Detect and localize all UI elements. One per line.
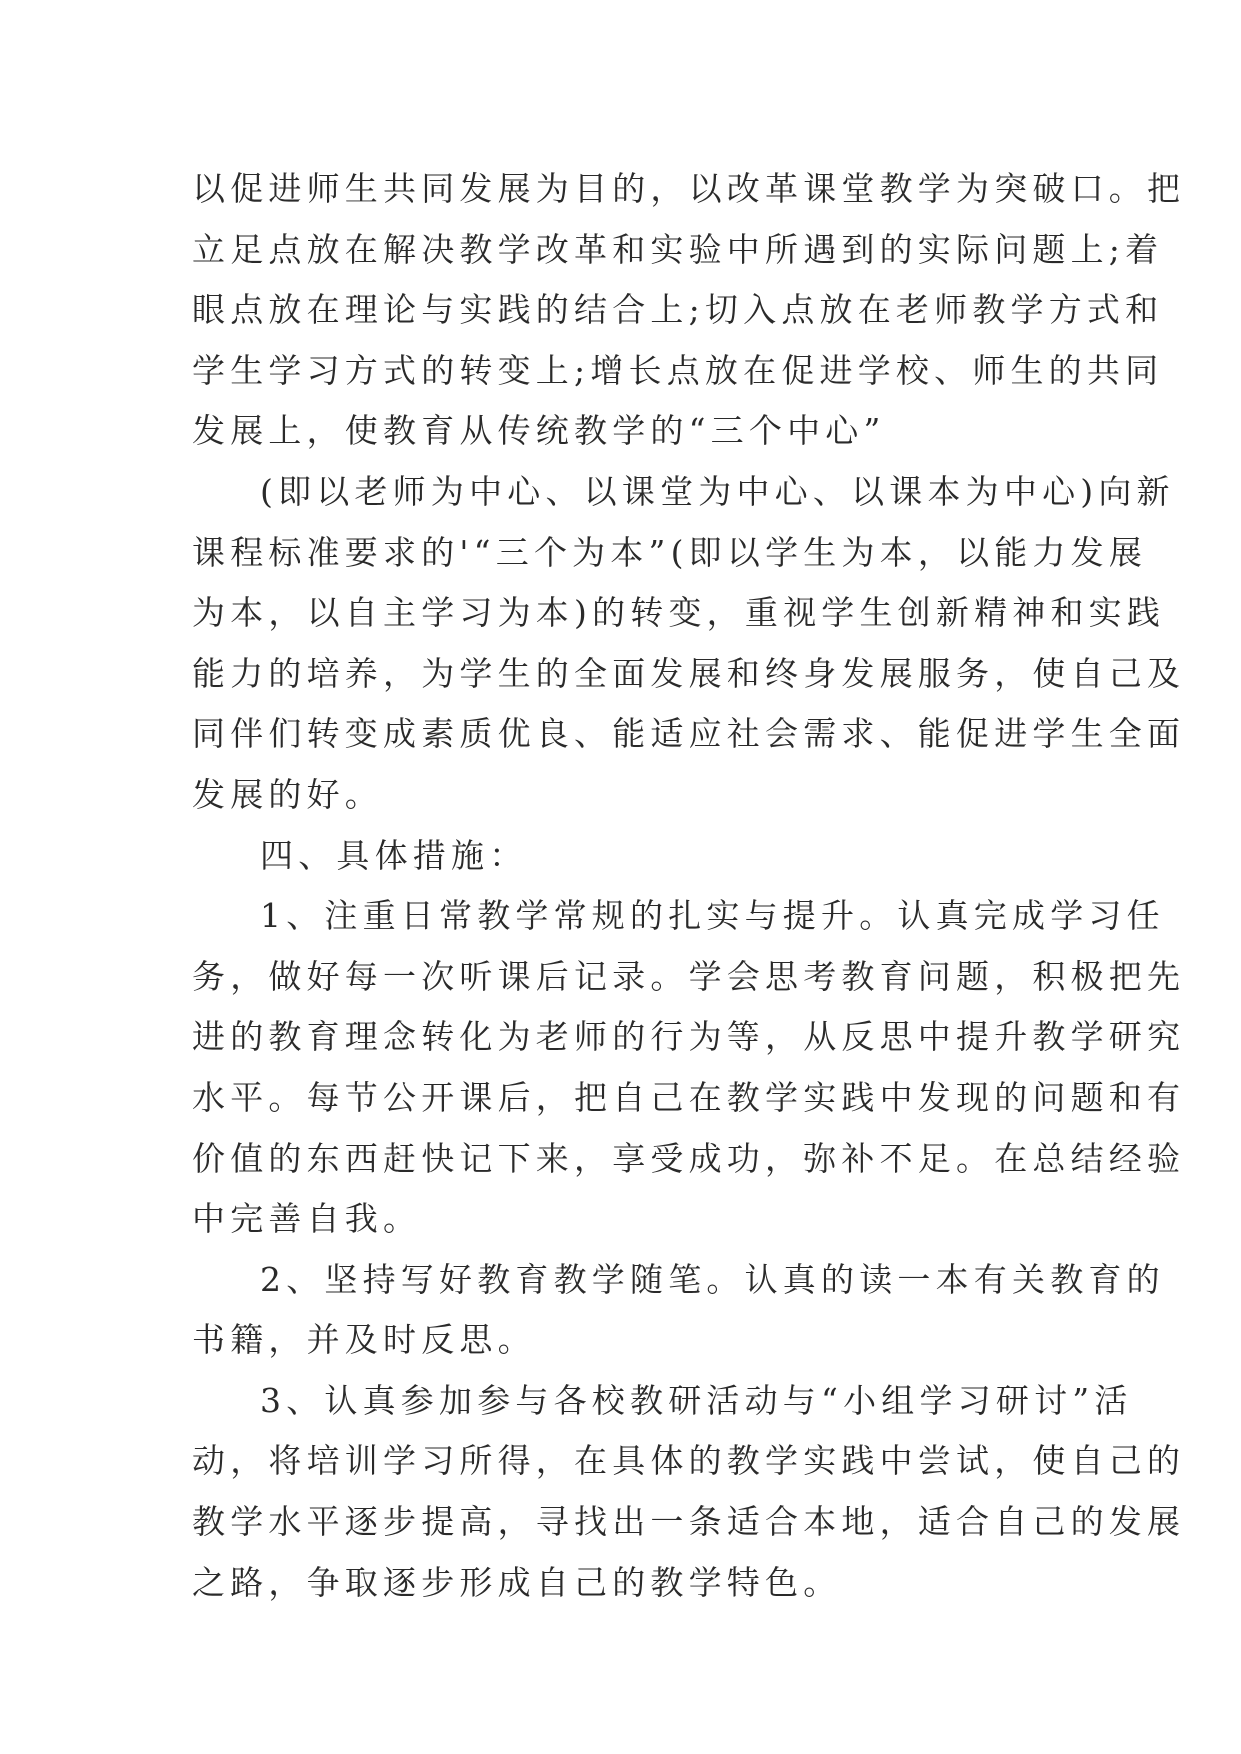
- text-line: (即以老师为中心、以课堂为中心、以课本为中心)向新: [260, 471, 1175, 511]
- text-line: 中完善自我。: [192, 1199, 422, 1239]
- text-line: 务，做好每一次听课后记录。学会思考教育问题，积极把先: [192, 956, 1186, 996]
- text-line: 教学水平逐步提高，寻找出一条适合本地，适合自己的发展: [192, 1502, 1186, 1542]
- text-line: 书籍，并及时反思。: [192, 1320, 536, 1360]
- text-line: 立足点放在解决教学改革和实验中所遇到的实际问题上;着: [192, 229, 1164, 269]
- text-line: 动，将培训学习所得，在具体的教学实践中尝试，使自己的: [192, 1441, 1186, 1481]
- text-line: 发展上，使教育从传统教学的“三个中心”: [192, 411, 886, 451]
- text-line: 之路，争取逐步形成自己的教学特色。: [192, 1562, 842, 1602]
- text-line: 能力的培养，为学生的全面发展和终身发展服务，使自己及: [192, 653, 1186, 693]
- text-line: 眼点放在理论与实践的结合上;切入点放在老师教学方式和: [192, 290, 1164, 330]
- text-line: 1、注重日常教学常规的扎实与提升。认真完成学习任: [260, 896, 1165, 936]
- text-line: 学生学习方式的转变上;增长点放在促进学校、师生的共同: [192, 350, 1164, 390]
- text-line: 课程标准要求的'“三个为本”(即以学生为本，以能力发展: [192, 532, 1148, 572]
- section-heading: 四、具体措施：: [260, 835, 528, 875]
- text-line: 2、坚持写好教育教学随笔。认真的读一本有关教育的: [260, 1259, 1165, 1299]
- text-line: 同伴们转变成素质优良、能适应社会需求、能促进学生全面: [192, 714, 1186, 754]
- text-line: 为本，以自主学习为本)的转变，重视学生创新精神和实践: [192, 593, 1166, 633]
- text-line: 以促进师生共同发展为目的，以改革课堂教学为突破口。把: [192, 169, 1186, 208]
- text-line: 3、认真参加参与各校教研活动与“小组学习研讨”活: [260, 1380, 1133, 1420]
- text-line: 进的教育理念转化为老师的行为等，从反思中提升教学研究: [192, 1017, 1186, 1057]
- text-line: 发展的好。: [192, 774, 383, 814]
- body-text: [192, 159, 1186, 1613]
- text-line: 水平。每节公开课后，把自己在教学实践中发现的问题和有: [192, 1077, 1186, 1117]
- text-line: 价值的东西赶快记下来，享受成功，弥补不足。在总结经验: [192, 1138, 1186, 1178]
